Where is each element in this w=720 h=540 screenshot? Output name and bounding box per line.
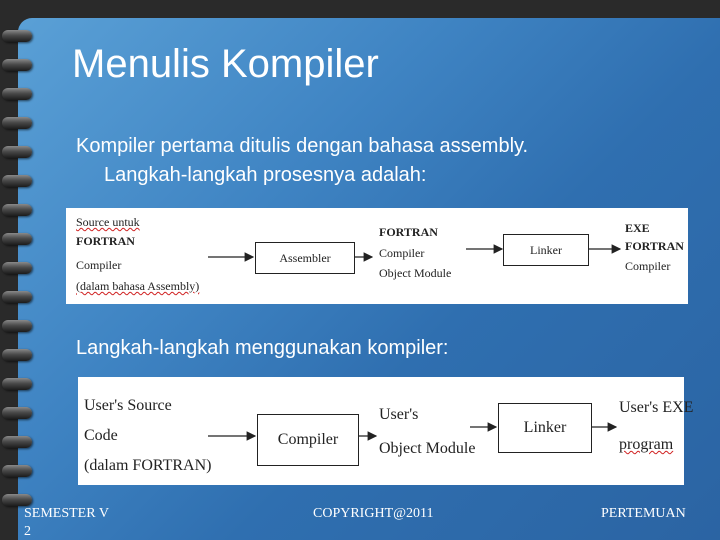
- compiler-box: Compiler: [257, 414, 359, 466]
- binding-ring: [2, 320, 32, 332]
- middle-label-line: Compiler: [379, 246, 425, 260]
- binding-ring: [2, 465, 32, 477]
- binding-ring: [2, 117, 32, 129]
- binding-ring: [2, 233, 32, 245]
- output-label-line: FORTRAN: [625, 239, 684, 253]
- binding-ring: [2, 146, 32, 158]
- binding-ring: [2, 262, 32, 274]
- binding-ring: [2, 407, 32, 419]
- output-label-line: program: [619, 436, 674, 453]
- input-label-line: FORTRAN: [76, 234, 135, 248]
- middle-label-line: User's: [379, 406, 419, 423]
- input-label-line: Source untuk: [76, 215, 140, 229]
- input-label-line: User's Source: [84, 397, 172, 414]
- assembler-box: Assembler: [255, 242, 355, 274]
- binding-ring: [2, 349, 32, 361]
- binding-ring: [2, 175, 32, 187]
- input-label-line: (dalam bahasa Assembly): [76, 279, 200, 293]
- linker-box: Linker: [503, 234, 589, 266]
- input-label-line: (dalam FORTRAN): [84, 457, 212, 474]
- middle-label-line: FORTRAN: [379, 225, 438, 239]
- compiler-usage-diagram: [78, 377, 694, 485]
- binding-ring: [2, 204, 32, 216]
- input-label-line: Code: [84, 427, 118, 444]
- input-label-line: Compiler: [76, 258, 122, 272]
- footer-left: SEMESTER V: [24, 506, 109, 521]
- intro-line-2: Langkah-langkah prosesnya adalah:: [104, 164, 427, 186]
- assembly-process-diagram: [66, 208, 688, 304]
- middle-label-line: Object Module: [379, 440, 476, 457]
- section-heading: Langkah-langkah menggunakan kompiler:: [76, 337, 449, 359]
- binding-ring: [2, 291, 32, 303]
- binding-ring: [2, 88, 32, 100]
- binding-ring: [2, 494, 32, 506]
- binding-ring: [2, 30, 32, 42]
- slide-title: Menulis Kompiler: [72, 42, 379, 86]
- output-label-line: Compiler: [625, 259, 671, 273]
- footer-left-second-line: 2: [24, 524, 31, 539]
- intro-line-1: Kompiler pertama ditulis dengan bahasa assembly.: [76, 135, 529, 157]
- binding-ring: [2, 378, 32, 390]
- binding-ring: [2, 436, 32, 448]
- output-label-line: EXE: [625, 221, 650, 235]
- linker-box: Linker: [498, 403, 592, 453]
- spiral-binding: [0, 30, 32, 530]
- footer-right: PERTEMUAN: [601, 506, 686, 521]
- middle-label-line: Object Module: [379, 266, 452, 280]
- binding-ring: [2, 59, 32, 71]
- output-label-line: User's EXE: [619, 399, 694, 416]
- footer-center: COPYRIGHT@2011: [313, 506, 434, 521]
